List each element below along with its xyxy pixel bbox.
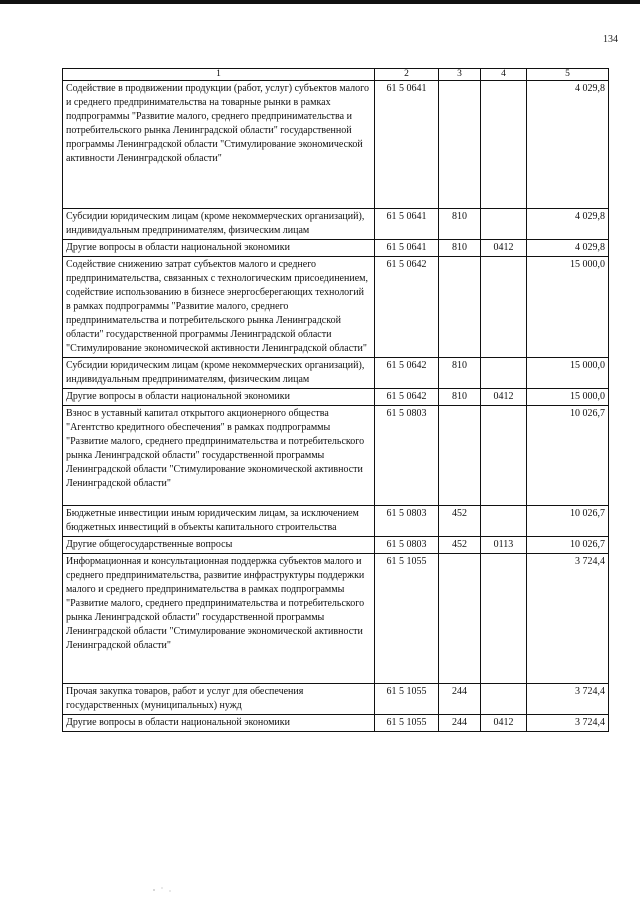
row-section <box>481 257 527 358</box>
table-row <box>63 506 609 537</box>
row-name: Субсидии юридическим лицам (кроме некоммерческих организаций), индивидуальным предпринимателям, физическим лицам <box>63 209 375 240</box>
row-name: Другие вопросы в области национальной экономики <box>63 389 375 406</box>
row-sum: 10 026,7 <box>527 406 609 506</box>
row-name: Бюджетные инвестиции иным юридическим лицам, за исключением бюджетных инвестиций в объекты капитального строительства <box>63 506 375 537</box>
row-section: 0412 <box>481 715 527 732</box>
row-target-code: 61 5 0803 <box>375 406 439 506</box>
table-row <box>63 684 609 715</box>
row-sum: 10 026,7 <box>527 506 609 537</box>
row-target-code: 61 5 0641 <box>375 240 439 257</box>
row-name: Другие вопросы в области национальной экономики <box>63 240 375 257</box>
table-row <box>63 358 609 389</box>
budget-table <box>62 68 609 732</box>
row-target-code: 61 5 1055 <box>375 684 439 715</box>
row-sum: 3 724,4 <box>527 554 609 684</box>
row-name: Субсидии юридическим лицам (кроме некоммерческих организаций), индивидуальным предпринимателям, физическим лицам <box>63 358 375 389</box>
table-row <box>63 537 609 554</box>
row-sum: 4 029,8 <box>527 240 609 257</box>
row-target-code: 61 5 0803 <box>375 537 439 554</box>
row-target-code: 61 5 1055 <box>375 715 439 732</box>
row-name: Содействие в продвижении продукции (работ, услуг) субъектов малого и среднего предпринимательства на товарные рынки в рамках подпрограммы "Развитие малого, среднего предпринимательства и потребительского рынка Ленинградской области" государственной программы Ленинградской области "Стимулирование экономической активности Ленинградской области" <box>63 81 375 209</box>
row-section <box>481 554 527 684</box>
top-border-line <box>0 0 640 4</box>
table-row <box>63 554 609 684</box>
table-row <box>63 406 609 506</box>
row-section: 0113 <box>481 537 527 554</box>
row-expense-type: 452 <box>439 537 481 554</box>
row-expense-type: 244 <box>439 684 481 715</box>
row-sum: 10 026,7 <box>527 537 609 554</box>
row-expense-type <box>439 81 481 209</box>
row-expense-type: 810 <box>439 209 481 240</box>
table-row <box>63 257 609 358</box>
page-number: 134 <box>603 34 618 45</box>
row-name: Другие вопросы в области национальной экономики <box>63 715 375 732</box>
row-section <box>481 684 527 715</box>
row-section <box>481 209 527 240</box>
table-row <box>63 81 609 209</box>
header-row <box>63 69 609 81</box>
row-sum: 4 029,8 <box>527 209 609 240</box>
row-name: Другие общегосударственные вопросы <box>63 537 375 554</box>
row-section <box>481 406 527 506</box>
row-name: Прочая закупка товаров, работ и услуг для обеспечения государственных (муниципальных) нужд <box>63 684 375 715</box>
row-expense-type: 810 <box>439 389 481 406</box>
header-col-4: 4 <box>481 69 527 81</box>
row-section <box>481 506 527 537</box>
row-target-code: 61 5 0642 <box>375 257 439 358</box>
row-expense-type: 810 <box>439 358 481 389</box>
row-section <box>481 358 527 389</box>
row-target-code: 61 5 0641 <box>375 81 439 209</box>
row-target-code: 61 5 0642 <box>375 358 439 389</box>
header-col-1: 1 <box>63 69 375 81</box>
row-sum: 15 000,0 <box>527 257 609 358</box>
table-row <box>63 715 609 732</box>
row-expense-type <box>439 257 481 358</box>
row-sum: 4 029,8 <box>527 81 609 209</box>
scan-specks <box>150 885 180 895</box>
header-col-5: 5 <box>527 69 609 81</box>
row-expense-type <box>439 406 481 506</box>
row-expense-type: 810 <box>439 240 481 257</box>
row-section <box>481 81 527 209</box>
row-target-code: 61 5 0642 <box>375 389 439 406</box>
table-row <box>63 389 609 406</box>
row-section: 0412 <box>481 240 527 257</box>
row-sum: 15 000,0 <box>527 389 609 406</box>
row-sum: 3 724,4 <box>527 715 609 732</box>
row-section: 0412 <box>481 389 527 406</box>
row-sum: 3 724,4 <box>527 684 609 715</box>
row-sum: 15 000,0 <box>527 358 609 389</box>
header-col-2: 2 <box>375 69 439 81</box>
row-expense-type: 244 <box>439 715 481 732</box>
row-expense-type <box>439 554 481 684</box>
header-col-3: 3 <box>439 69 481 81</box>
table-row <box>63 240 609 257</box>
row-name: Информационная и консультационная поддержка субъектов малого и среднего предпринимательства, развитие инфраструктуры поддержки малого и среднего предпринимательства в рамках подпрограммы "Развитие малого, среднего предпринимательства и потребительского рынка Ленинградской области" государственной программы Ленинградской области "Стимулирование экономической активности Ленинградской области" <box>63 554 375 684</box>
row-name: Взнос в уставный капитал открытого акционерного общества "Агентство кредитного обеспечения" в рамках подпрограммы "Развитие малого, среднего предпринимательства и потребительского рынка Ленинградской области" государственной программы Ленинградской области "Стимулирование экономической активности Ленинградской области" <box>63 406 375 506</box>
row-target-code: 61 5 1055 <box>375 554 439 684</box>
row-name: Содействие снижению затрат субъектов малого и среднего предпринимательства, связанных с технологическим присоединением, содействие использованию в бизнесе энергосберегающих технологий в рамках подпрограммы "Развитие малого, среднего предпринимательства и потребительского рынка Ленинградской области" государственной программы Ленинградской области "Стимулирование экономической активности Ленинградской области" <box>63 257 375 358</box>
row-expense-type: 452 <box>439 506 481 537</box>
table-row <box>63 209 609 240</box>
row-target-code: 61 5 0803 <box>375 506 439 537</box>
row-target-code: 61 5 0641 <box>375 209 439 240</box>
